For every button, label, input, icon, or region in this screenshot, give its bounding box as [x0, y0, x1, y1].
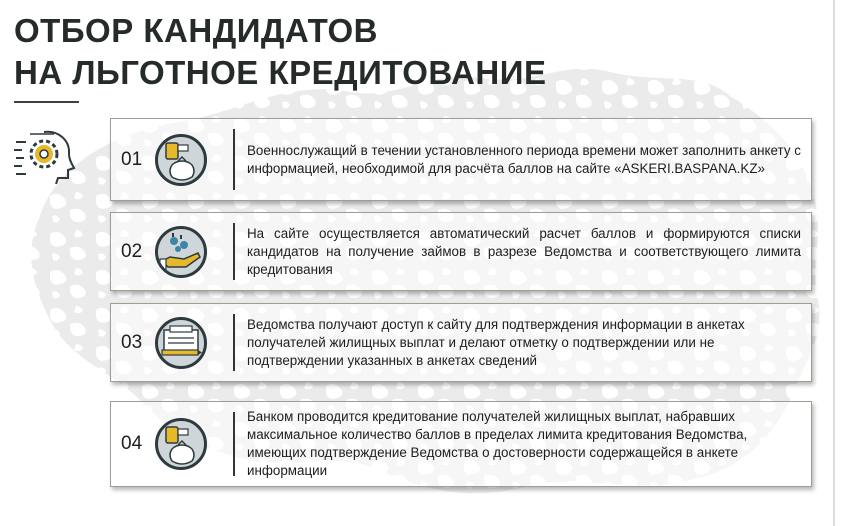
page-edge-divider	[833, 0, 835, 526]
step-card-03	[110, 303, 812, 382]
step-number: 02	[121, 240, 143, 262]
step-card-01	[110, 118, 812, 201]
step-text: Военнослужащий в течении установленного периода времени может заполнить анкету с информацией, необходимой для расчёта баллов на сайте «ASKERI.BASPANA.KZ»	[247, 142, 801, 176]
step-divider	[233, 314, 235, 371]
step-divider	[233, 412, 235, 476]
step-text: Ведомства получают доступ к сайту для подтверждения информации в анкетах получателей жилищных выплат и делают отметку о подтверждении или не подтверждении указанных в анкетах сведений	[247, 316, 745, 368]
step-divider	[233, 223, 235, 280]
step-number: 03	[121, 331, 143, 353]
step-text: Банком проводится кредитование получателей жилищных выплат, набравших максимальное количество баллов в пределах лимита кредитования Ведомства, имеющих подтверждение Ведомства о достоверности содержащейся в анкете информации	[247, 409, 748, 478]
hand-money-bag-icon	[155, 134, 207, 186]
step-card-04	[110, 401, 812, 487]
document-pen-icon	[155, 317, 207, 369]
hand-money-bag-icon	[155, 418, 207, 470]
title-line-1: ОТБОР КАНДИДАТОВ	[14, 12, 378, 49]
step-divider	[233, 129, 235, 190]
title-line-2: НА ЛЬГОТНОЕ КРЕДИТОВАНИЕ	[14, 54, 547, 91]
hand-coins-icon	[155, 226, 207, 278]
page-title	[14, 10, 546, 94]
title-underline	[14, 101, 79, 103]
step-text: На сайте осуществляется автоматический расчет баллов и формируются списки кандидатов на получение займов в разрезе Ведомства и соответствующего лимита кредитования	[247, 225, 801, 277]
gear-head-icon	[14, 128, 78, 184]
step-card-02	[110, 212, 812, 291]
step-number: 01	[121, 148, 143, 170]
step-number: 04	[121, 433, 143, 454]
